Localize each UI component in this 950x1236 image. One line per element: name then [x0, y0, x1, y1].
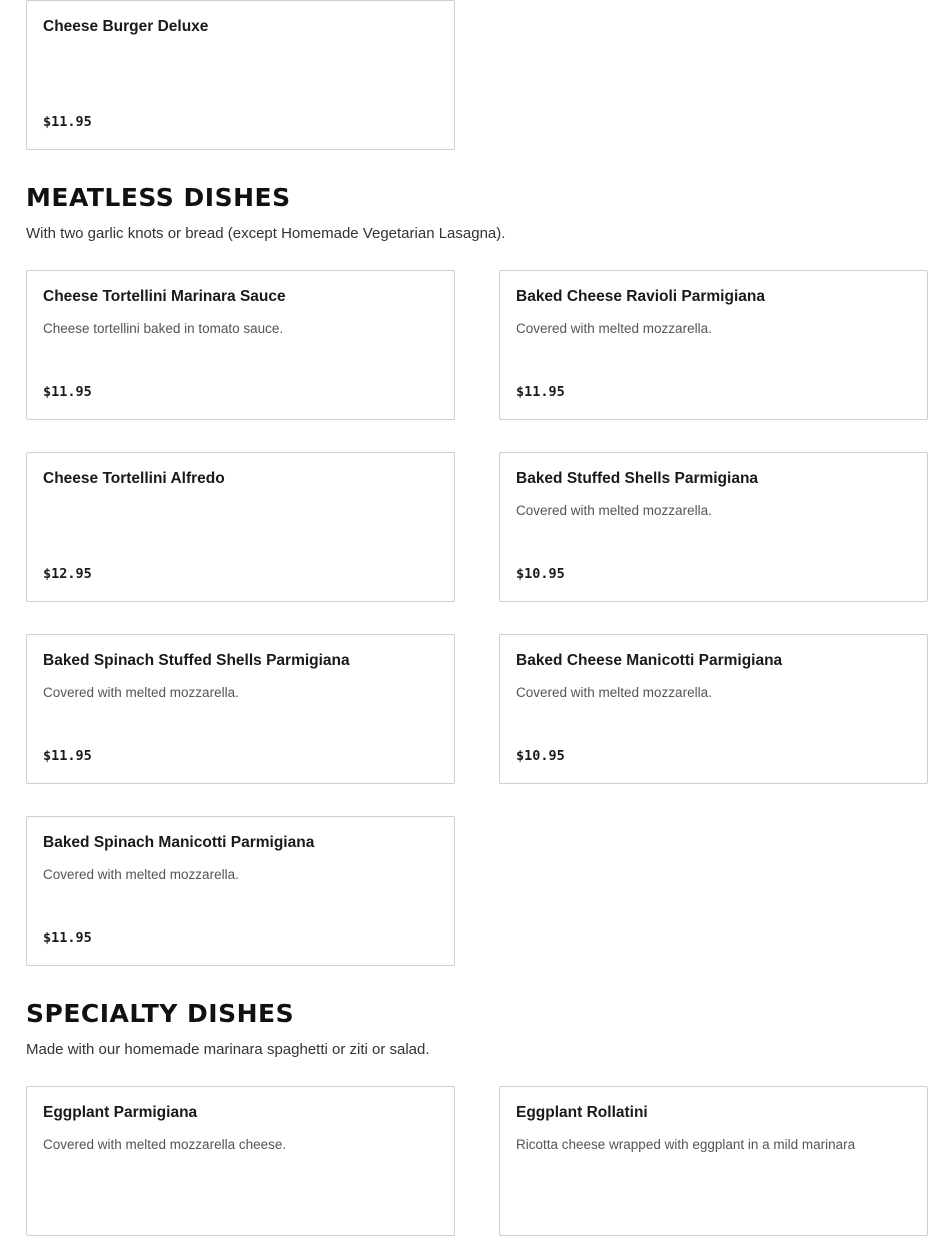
menu-item-card[interactable]	[499, 1086, 928, 1236]
menu-item-card[interactable]	[499, 270, 928, 420]
menu-item-name: Eggplant Rollatini	[516, 1104, 648, 1121]
menu-item-name: Baked Cheese Ravioli Parmigiana	[516, 288, 765, 305]
menu-item-description: Covered with melted mozzarella.	[43, 867, 239, 882]
menu-item-price: $11.95	[43, 114, 92, 130]
menu-item-card[interactable]	[499, 452, 928, 602]
menu-item-description: Covered with melted mozzarella cheese.	[43, 1137, 287, 1152]
menu-item-name: Cheese Tortellini Alfredo	[43, 470, 225, 487]
menu-item-price: $11.95	[43, 384, 92, 400]
menu-item-card[interactable]	[26, 634, 455, 784]
menu-item-description: Covered with melted mozzarella.	[516, 503, 712, 518]
menu-item-price: $11.95	[516, 384, 565, 400]
menu-item-card[interactable]	[499, 634, 928, 784]
section-subtitle-specialty: Made with our homemade marinara spaghetti or ziti or salad.	[26, 1041, 430, 1058]
menu-item-name: Cheese Tortellini Marinara Sauce	[43, 288, 286, 305]
menu-item-name: Baked Spinach Stuffed Shells Parmigiana	[43, 652, 350, 669]
menu-item-name: Baked Spinach Manicotti Parmigiana	[43, 834, 315, 851]
menu-item-card[interactable]	[26, 816, 455, 966]
section-title-specialty: SPECIALTY DISHES	[26, 999, 295, 1028]
menu-item-name: Eggplant Parmigiana	[43, 1104, 198, 1121]
menu-item-card[interactable]	[26, 1086, 455, 1236]
menu-item-name: Baked Cheese Manicotti Parmigiana	[516, 652, 783, 669]
menu-item-card[interactable]	[26, 0, 455, 150]
menu-item-price: $11.95	[43, 930, 92, 946]
menu-item-price: $12.95	[43, 566, 92, 582]
menu-item-price: $11.95	[43, 748, 92, 764]
section-title-meatless: MEATLESS DISHES	[26, 183, 291, 212]
menu-item-description: Cheese tortellini baked in tomato sauce.	[43, 321, 284, 336]
menu-item-name: Cheese Burger Deluxe	[43, 18, 209, 35]
menu-item-price: $10.95	[516, 566, 565, 582]
section-subtitle-meatless: With two garlic knots or bread (except Homemade Vegetarian Lasagna).	[26, 225, 506, 242]
menu-item-price: $10.95	[516, 748, 565, 764]
menu-item-card[interactable]	[26, 452, 455, 602]
menu-item-name: Baked Stuffed Shells Parmigiana	[516, 470, 759, 487]
menu-item-description: Covered with melted mozzarella.	[43, 685, 239, 700]
menu-item-description: Ricotta cheese wrapped with eggplant in a mild marinara	[516, 1137, 856, 1152]
menu-item-description: Covered with melted mozzarella.	[516, 685, 712, 700]
menu-item-description: Covered with melted mozzarella.	[516, 321, 712, 336]
menu-item-card[interactable]	[26, 270, 455, 420]
